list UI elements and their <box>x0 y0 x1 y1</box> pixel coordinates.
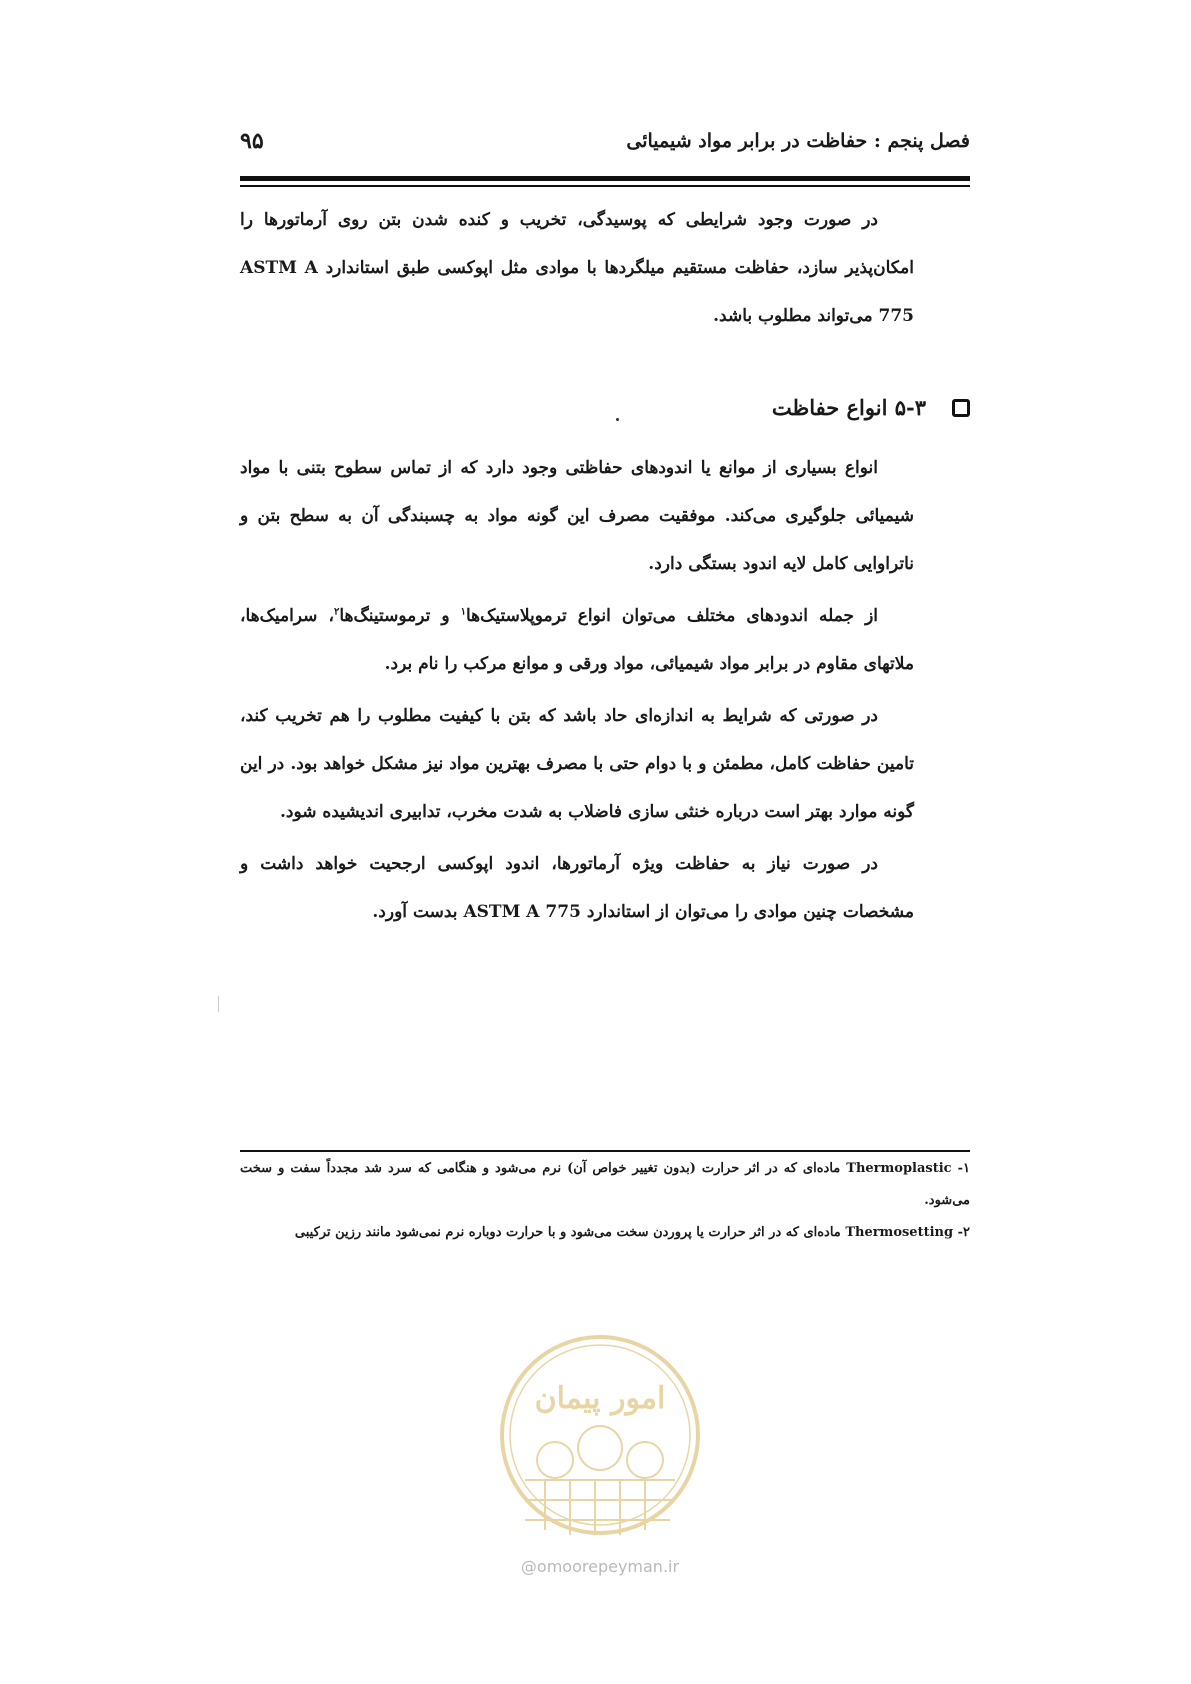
margin-mark <box>218 996 219 1012</box>
footnote-2-text: ماده‌ای که در اثر حرارت یا پروردن سخت می‌شود و با حرارت دوباره نرم نمی‌شود مانند رزین ترکیبی <box>294 1225 841 1240</box>
running-head <box>240 130 970 164</box>
footnote-1-text: ماده‌ای که در اثر حرارت (بدون تغییر خواص آن) نرم می‌شود و هنگامی که سرد شد مجدداً سفت و سخت می‌شود. <box>240 1161 970 1208</box>
watermark-url-text: omoorepeyman.ir <box>536 1557 680 1576</box>
paragraph-coatings: انواع بسیاری از موانع یا اندودهای حفاظتی وجود دارد که از تماس سطوح بتنی با مواد شیمیائی جلوگیری می‌کند. موفقیت مصرف این گونه مواد به چسبندگی آن به سطح بتن و ناتراوایی کامل لایه اندود بستگی دارد. <box>240 458 914 574</box>
footnote-1 <box>240 1153 970 1217</box>
section-body <box>240 444 914 936</box>
header-rule-thick <box>240 176 970 181</box>
paragraph-coating-types <box>240 592 914 688</box>
watermark-logo <box>495 1330 705 1560</box>
intro-paragraph: در صورت وجود شرایطی که پوسیدگی، تخریب و کنده شدن بتن روی آرماتورها را امکان‌پذیر سازد، حفاظت مستقیم میلگردها با موادی مثل اپوکسی طبق استاندارد ASTM A 775 می‌تواند مطلوب باشد. <box>240 210 914 326</box>
footnote-1-term: Thermoplastic <box>846 1161 952 1176</box>
footnote-rule <box>240 1150 970 1152</box>
paragraph-severe-conditions: در صورتی که شرایط به اندازه‌ای حاد باشد که بتن با کیفیت مطلوب را هم تخریب کند، تامین حفاظت کامل، مطمئن و با دوام حتی با مصرف بهترین مواد نیز مشکل خواهد بود. در این گونه موارد بهتر است درباره خنثی سازی فاضلاب به شدت مخرب، تدابیری اندیشیده شود. <box>240 706 914 822</box>
checkbox-square-icon <box>952 399 970 417</box>
footnote-2-term: Thermosetting <box>845 1225 954 1240</box>
page-number: ۹۵ <box>240 128 264 154</box>
section-title: ۵-۳ انواع حفاظت <box>771 395 926 420</box>
footnotes <box>240 1153 970 1249</box>
intro-block <box>240 196 914 340</box>
watermark-url <box>470 1557 730 1576</box>
footnote-2-number: ۲- <box>957 1225 970 1240</box>
section-heading <box>600 395 970 431</box>
coating-types-text-c: ، سرامیک‌ها، ملاتهای مقاوم در برابر مواد شیمیائی، مواد ورقی و موانع مرکب را نام برد. <box>240 606 914 674</box>
footnote-ref-1: ۱ <box>460 606 466 618</box>
footnote-1-number: ۱- <box>957 1161 971 1176</box>
footnote-ref-2: ۲ <box>333 606 340 618</box>
coating-types-text-b: و ترموستینگ‌ها <box>339 606 461 626</box>
header-rule-thin <box>240 185 970 187</box>
watermark-logo-text: امور پیمان <box>534 1381 666 1416</box>
scan-speck <box>616 418 619 421</box>
coating-types-text-a: از جمله اندودهای مختلف می‌توان انواع ترموپلاستیک‌ها <box>465 606 879 626</box>
paragraph-rebar-protection: در صورت نیاز به حفاظت ویژه آرماتورها، اندود اپوکسی ارجحیت خواهد داشت و مشخصات چنین موادی را می‌توان از استاندارد ASTM A 775 بدست آورد. <box>240 854 914 922</box>
chapter-title: فصل پنجم : حفاظت در برابر مواد شیمیائی <box>626 130 970 152</box>
at-sign-icon: @ <box>520 1557 537 1576</box>
footnote-2 <box>240 1217 970 1249</box>
